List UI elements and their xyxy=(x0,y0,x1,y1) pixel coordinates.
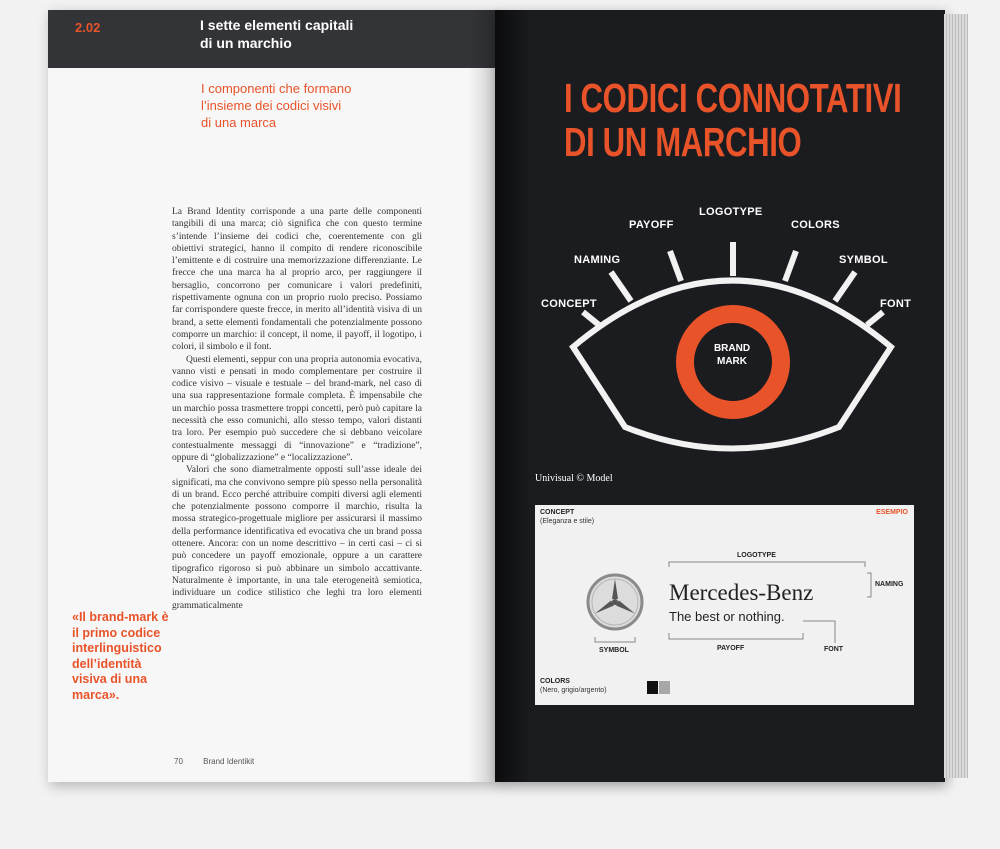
pull-quote xyxy=(72,610,184,703)
quote-line: dell’identità xyxy=(72,656,142,671)
lash-concept xyxy=(583,312,599,325)
example-box xyxy=(535,505,914,705)
title-line: DI UN MARCHIO xyxy=(564,119,802,165)
example-tag: ESEMPIO xyxy=(876,509,908,516)
label-font: FONT xyxy=(880,298,912,310)
label-colors: COLORS xyxy=(791,219,840,231)
font-label: FONT xyxy=(824,646,844,653)
subtitle-line: I componenti che formano xyxy=(201,81,352,96)
colors-label: COLORS xyxy=(540,678,570,685)
section-header-bar xyxy=(48,10,498,68)
left-page xyxy=(48,10,498,782)
brand-mark-label xyxy=(700,342,764,368)
brand-name-logotype: Mercedes-Benz xyxy=(669,580,814,605)
lash-font xyxy=(867,312,883,325)
quote-line: interlinguistico xyxy=(72,641,162,655)
naming-label: NAMING xyxy=(875,581,904,588)
paragraph: Valori che sono diametralmente opposti sull’asse ideale dei significati, ma che convivono sempre più spesso nella personalità di un brand. Ecco perché attribuire compiti diversi agli elementi che potenzialmente possono comporre il marchio, risulta la mossa strategico-progettuale migliore per assicurarsi il massimo della performance identificativa ed evocativa che un brand possa ottenere. Ancora: con un nome descrittivo – in certi casi – ci si può concedere un payoff emozionale, oppure a un carattere tipografico rigoroso si può abbinare un simbolo accattivante. Naturalmente è importante, in una tale eterogeneità semiotica, individuare un codice stilistico che leghi tra loro elementi grammaticalmente xyxy=(172,465,422,611)
payoff-bracket xyxy=(669,633,803,639)
label-symbol: SYMBOL xyxy=(839,254,888,266)
quote-line: marca». xyxy=(72,687,120,702)
section-title-line: I sette elementi capitali xyxy=(200,17,354,33)
example-concept-label: CONCEPT xyxy=(540,509,575,516)
color-swatch-black xyxy=(647,681,658,694)
title-line: I CODICI CONNOTATIVI xyxy=(564,75,902,121)
section-title xyxy=(200,16,420,52)
page-edges xyxy=(944,14,968,778)
page-number: 70 xyxy=(174,757,183,766)
label-logotype: LOGOTYPE xyxy=(699,206,763,218)
diagram-credit: Univisual © Model xyxy=(535,473,613,484)
naming-bracket xyxy=(867,573,871,597)
symbol-label: SYMBOL xyxy=(599,647,629,654)
section-subtitle xyxy=(201,80,431,131)
mercedes-star-icon xyxy=(588,575,642,629)
label-payoff: PAYOFF xyxy=(629,219,674,231)
logotype-label: LOGOTYPE xyxy=(737,552,776,559)
quote-line: il primo codice xyxy=(72,625,161,640)
brand-payoff-text: The best or nothing. xyxy=(669,609,785,624)
quote-line: «Il brand-mark è xyxy=(72,610,169,624)
logotype-bracket xyxy=(669,562,865,567)
section-title-line: di un marchio xyxy=(200,35,292,51)
lash-payoff xyxy=(670,251,681,281)
color-swatch-silver xyxy=(659,681,670,694)
quote-line: visiva di una xyxy=(72,672,148,686)
font-pointer xyxy=(803,621,835,643)
section-number: 2.02 xyxy=(75,20,101,35)
eye-diagram xyxy=(495,10,945,470)
running-title: Brand Identikit xyxy=(203,757,255,766)
gutter-shadow xyxy=(468,10,498,782)
subtitle-line: di una marca xyxy=(201,115,277,130)
brand-mark-line: BRAND xyxy=(713,343,751,354)
paragraph: La Brand Identity corrisponde a una parte delle componenti tangibili di una marca; ciò significa che con questo termine s’intende l’insieme dei codici che, coerentemente con gli obiettivi strategici, hanno il compito di rendere riconoscibile l’emittente e di costruire una memorizzazione differenziante. Le frecce che una marca ha al proprio arco, per raggiungere il bersaglio, concorrono per comunicare i valori predefiniti, rispettivamente ognuna con un proprio ruolo preciso. Possiamo far corrispondere queste frecce, in merito all’identità visiva di un brand, a sette elementi fondamentali che potenzialmente possono comporre un marchio: il concept, il nome, il payoff, il logotipo, i colori, il simbolo e il font. xyxy=(172,207,422,353)
paragraph: Questi elementi, seppur con una propria autonomia evocativa, vanno visti e pensati in modo complementare per costruire il codice visivo – visuale e testuale – del brand-mark, nel caso di una sua rappresentazione formale completa. È impensabile che un marchio possa trasmettere troppi concetti, però può capitare la necessità che esso comunichi, allo stesso tempo, valori distanti tra loro. Per esempio può succedere che si debbano veicolare contestualmente messaggi di “innovazione” e “tradizione”, oppure di “globalizzazione” e “localizzazione”. xyxy=(172,354,422,463)
symbol-bracket xyxy=(595,637,635,642)
lash-colors xyxy=(785,251,796,281)
label-naming: NAMING xyxy=(574,254,621,266)
colors-value: (Nero, grigio/argento) xyxy=(540,687,607,694)
brand-mark-line: MARK xyxy=(717,356,747,367)
page-footer xyxy=(174,757,272,766)
subtitle-line: l’insieme dei codici visivi xyxy=(201,98,342,113)
lash-symbol xyxy=(835,272,855,301)
example-concept-value: (Eleganza e stile) xyxy=(540,518,595,525)
right-page xyxy=(495,10,945,782)
label-concept: CONCEPT xyxy=(541,298,597,310)
payoff-label: PAYOFF xyxy=(717,645,745,652)
body-text xyxy=(172,206,422,612)
lash-naming xyxy=(611,272,631,301)
